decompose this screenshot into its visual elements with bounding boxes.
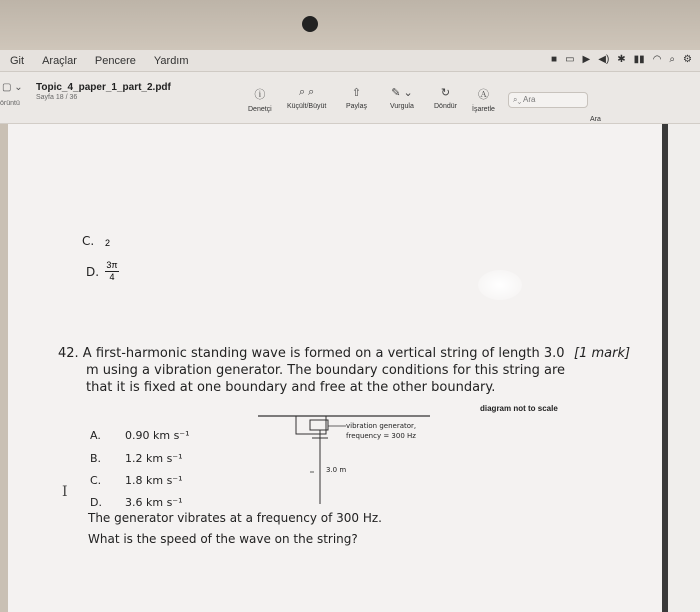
battery-icon[interactable]: ▮▮ [633,54,645,65]
search-caption: Ara [590,116,601,123]
prev-option-d-fraction [105,260,119,283]
question-mark-value: [1 mark] [574,346,631,361]
display-icon[interactable]: ▭ [565,54,575,65]
question-line-1: 42. A first-harmonic standing wave is formed on a vertical string of length 3.0 [58,346,565,361]
option-c-letter: C. [90,474,102,487]
markup-button[interactable]: Ⓐ İşaretle [472,86,495,113]
rotate-icon: ↻ [440,87,451,99]
adjacent-window [668,124,700,612]
question-body-1: The generator vibrates at a frequency of 300 Hz. [88,511,382,525]
rotate-button[interactable]: ↻ Döndür [434,87,457,110]
option-c-value: 1.8 km s⁻¹ [125,474,183,487]
prev-option-d-letter: D. [86,265,100,279]
option-d-value: 3.6 km s⁻¹ [125,496,183,509]
wifi-icon[interactable]: ◠ [652,54,662,65]
camera-dot [302,16,318,32]
generator-box [296,416,326,434]
diagram-note: diagram not to scale [480,404,558,413]
inspector-button[interactable]: ⓘ Denetçi [248,86,272,113]
question-body-2: What is the speed of the wave on the string? [88,532,358,546]
preview-toolbar [0,72,700,124]
fraction-denominator: 4 [109,272,115,282]
search-icon: ⌕⌄ [513,95,524,104]
screen-bezel [0,0,700,50]
fraction-numerator: 3π [106,260,118,270]
highlight-button[interactable]: ✎ ⌄ Vurgula [390,87,414,110]
pen-icon: ✎ ⌄ [391,87,413,99]
prev-option-c-value: 2 [105,238,111,248]
page-indicator: Sayfa 18 / 36 [36,94,78,101]
menu-window[interactable]: Pencere [94,54,136,67]
option-b-value: 1.2 km s⁻¹ [125,452,183,465]
sidebar-toggle-icon[interactable]: ▢ ⌄ [2,82,23,93]
option-a-value: 0.90 km s⁻¹ [125,429,190,442]
pdf-page[interactable] [8,124,662,612]
view-label: örüntü [0,100,20,107]
menu-git[interactable]: Git [10,54,25,67]
question-line-2: m using a vibration generator. The boundary conditions for this string are [86,363,566,378]
question-line-3: that it is fixed at one boundary and free at the other boundary. [86,380,496,395]
option-b-letter: B. [90,452,102,465]
option-d-letter: D. [90,496,102,509]
info-icon: ⓘ [254,89,266,101]
menu-help[interactable]: Yardım [153,54,189,67]
status-icons [551,54,692,65]
generator-inner [310,420,328,430]
record-icon[interactable]: ■ [551,54,558,65]
menu-tools[interactable]: Araçlar [42,54,77,67]
frequency-label: frequency = 300 Hz [346,432,416,440]
generator-label: vibration generator, [346,422,417,430]
control-center-icon[interactable]: ⚙ [683,54,692,65]
length-label: 3.0 m [326,466,347,474]
text-cursor-icon: I [62,484,68,500]
markup-icon: Ⓐ [477,89,489,101]
screen-glare [478,270,522,300]
prev-option-c-letter: C. [82,234,95,248]
bluetooth-icon[interactable]: ✱ [617,54,626,65]
search-input[interactable]: ⌕⌄ Ara [508,92,588,108]
volume-icon[interactable]: ◀) [598,54,610,65]
search-icon[interactable]: ⌕ [669,54,676,65]
zoom-icon: ⌕ ⌕ [298,86,315,98]
play-icon[interactable]: ▶ [582,54,591,65]
zoom-button[interactable]: ⌕ ⌕ Küçült/Büyüt [287,86,327,110]
document-title: Topic_4_paper_1_part_2.pdf [36,82,171,93]
share-icon: ⇧ [351,87,362,99]
menu-bar [0,50,700,72]
option-a-letter: A. [90,429,101,442]
vibration-diagram [258,414,448,504]
share-button[interactable]: ⇧ Paylaş [346,87,368,110]
